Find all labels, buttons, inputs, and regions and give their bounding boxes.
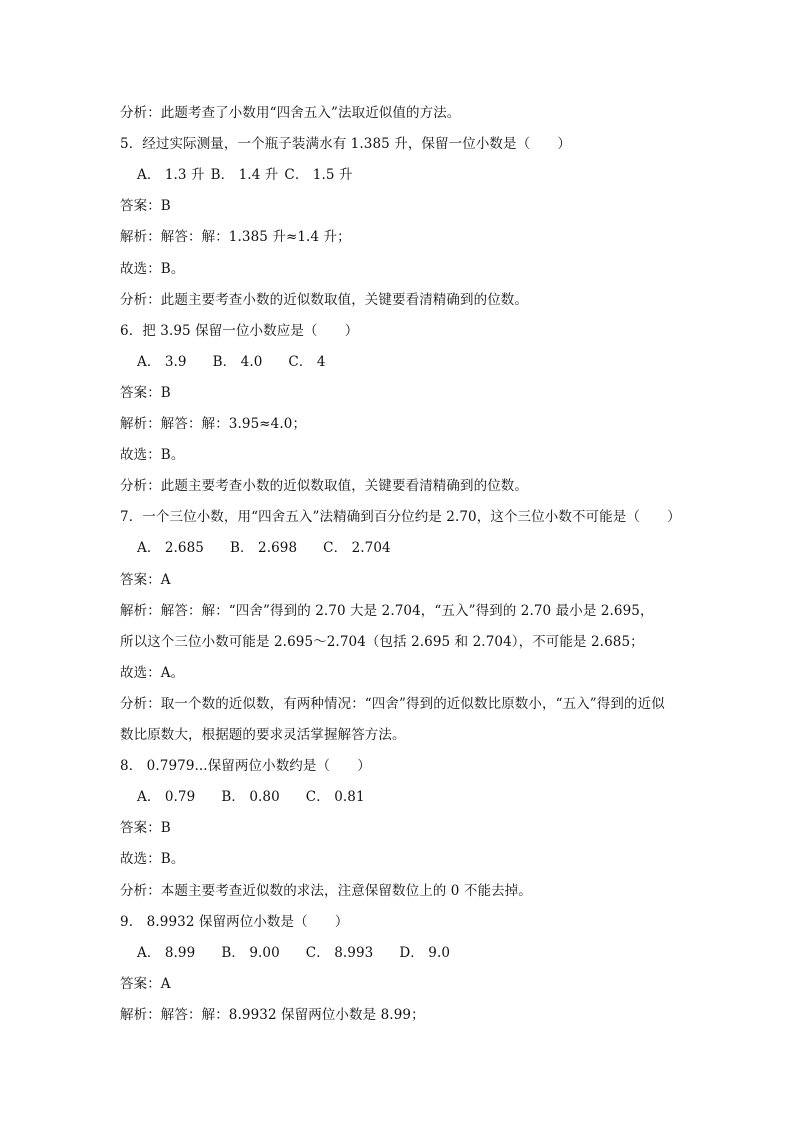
option-item: B． 1.4 升 (210, 167, 279, 183)
text-line: 分析：此题主要考查小数的近似数取值，关键要看清精确到的位数。 (120, 292, 528, 308)
option-item: B． 4.0 (212, 354, 263, 370)
text-line: 分析：取一个数的近似数，有两种情况：“四舍”得到的近似数比原数小，“五入”得到的近似 (120, 696, 665, 712)
text-line: 7．一个三位小数，用“四舍五入”法精确到百分位约是 2.70，这个三位小数不可能是（ ） (120, 509, 681, 525)
answer-options (137, 785, 684, 809)
text-line: 答案：A (120, 572, 171, 588)
text-line: 故选：A。 (120, 665, 185, 681)
answer-options (137, 536, 684, 560)
option-item: C． 4 (288, 354, 326, 370)
text-line: 数比原数大，根据题的要求灵活掌握解答方法。 (120, 727, 406, 743)
text-line: 分析：本题主要考查近似数的求法，注意保留数位上的 0 不能去掉。 (120, 883, 532, 899)
text-line: 答案：B (120, 385, 171, 401)
answer-options (137, 350, 684, 374)
text-line: 故选：B。 (120, 447, 185, 463)
text-line: 分析：此题主要考查小数的近似数取值，关键要看清精确到的位数。 (120, 478, 528, 494)
text-line: 9． 8.9932 保留两位小数是（ ） (120, 914, 349, 930)
option-item: A． 0.79 (137, 789, 196, 805)
text-line: 答案：A (120, 976, 171, 992)
text-line: 答案：B (120, 198, 171, 214)
option-item: A． 2.685 (137, 540, 204, 556)
text-line: 所以这个三位小数可能是 2.695～2.704（包括 2.695 和 2.704），不可能是 2.685； (120, 634, 644, 650)
option-item: D． 9.0 (399, 945, 451, 961)
option-item: C． 0.81 (305, 789, 365, 805)
text-line: 解析：解答：解：“四舍”得到的 2.70 大是 2.704，“五入”得到的 2.70 最小是 2.695， (120, 603, 654, 619)
text-line: 答案：B (120, 820, 171, 836)
option-item: A． 1.3 升 (137, 167, 205, 183)
text-line: 6．把 3.95 保留一位小数应是（ ） (120, 323, 359, 339)
text-line: 解析：解答：解：3.95≈4.0； (120, 416, 307, 432)
text-line: 8． 0.7979...保留两位小数约是（ ） (120, 758, 371, 774)
answer-options (137, 163, 684, 187)
text-line: 5．经过实际测量，一个瓶子装满水有 1.385 升，保留一位小数是（ ） (120, 136, 572, 152)
text-line: 解析：解答：解：1.385 升≈1.4 升； (120, 229, 351, 245)
text-line: 故选：B。 (120, 851, 185, 867)
option-item: B． 2.698 (230, 540, 298, 556)
option-item: A． 3.9 (137, 354, 187, 370)
option-item: C． 2.704 (323, 540, 391, 556)
text-line: 故选：B。 (120, 261, 185, 277)
option-item: C． 1.5 升 (284, 167, 353, 183)
option-item: A． 8.99 (137, 945, 196, 961)
answer-options (137, 941, 684, 965)
text-line: 解析：解答：解：8.9932 保留两位小数是 8.99； (120, 1007, 425, 1023)
option-item: B． 0.80 (221, 789, 280, 805)
text-line: 分析：此题考查了小数用“四舍五入”法取近似值的方法。 (120, 105, 461, 121)
option-item: B． 9.00 (221, 945, 280, 961)
option-item: C． 8.993 (305, 945, 374, 961)
